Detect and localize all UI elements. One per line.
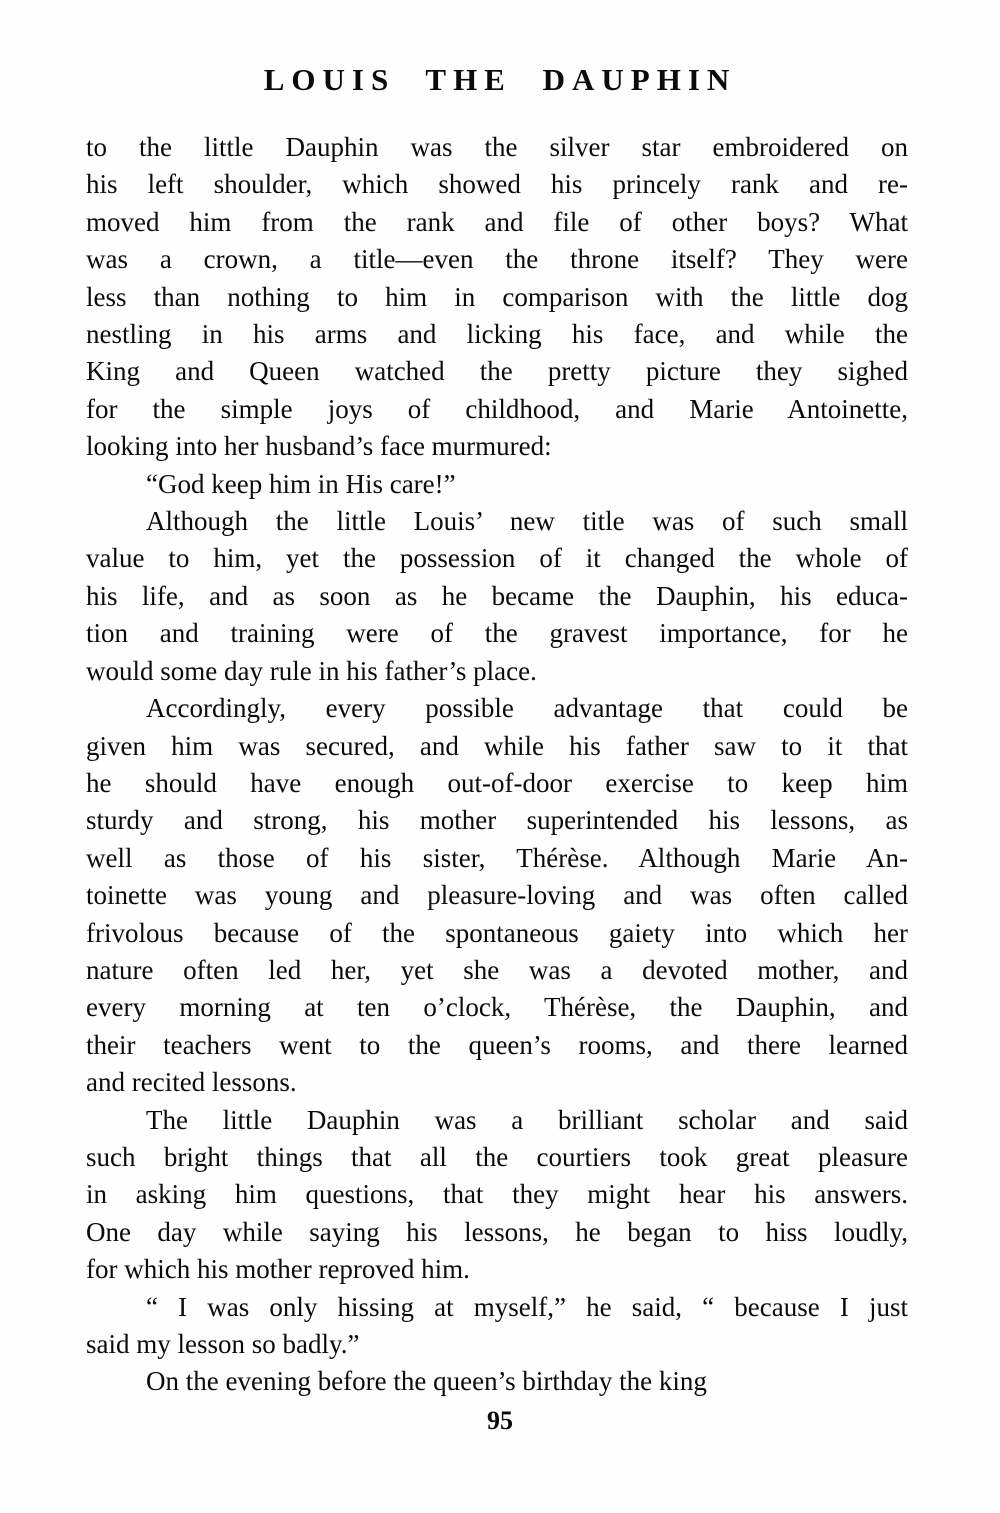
text-line: would some day rule in his father’s place. (86, 655, 537, 686)
text-line: in asking him questions, that they might hear his answers. (86, 1179, 908, 1210)
text-line: and recited lessons. (86, 1067, 297, 1098)
text-line: their teachers went to the queen’s rooms, and there learned (86, 1029, 908, 1060)
text-line: looking into her husband’s face murmured: (86, 431, 552, 462)
text-line: well as those of his sister, Thérèse. Although Marie An- (86, 842, 908, 873)
paragraph (86, 503, 908, 690)
text-line: such bright things that all the courtiers took great pleasure (86, 1141, 908, 1172)
paragraph (86, 129, 908, 466)
text-line: moved him from the rank and file of other boys? What (86, 206, 908, 237)
text-line: less than nothing to him in comparison with the little dog (86, 281, 908, 312)
text-line: value to him, yet the possession of it changed the whole of (86, 543, 908, 574)
text-line: Although the little Louis’ new title was of such small (146, 506, 908, 537)
text-line: was a crown, a title—even the throne itself? They were (86, 244, 908, 275)
text-line: given him was secured, and while his father saw to it that (86, 730, 908, 761)
text-line: every morning at ten o’clock, Thérèse, the Dauphin, and (86, 992, 908, 1023)
text-line: his left shoulder, which showed his princely rank and re- (86, 169, 908, 200)
paragraph (86, 690, 908, 1101)
paragraph (86, 1289, 908, 1364)
page-title: LOUIS THE DAUPHIN (263, 62, 737, 97)
text-line: toinette was young and pleasure-loving and was often called (86, 880, 908, 911)
text-line: One day while saying his lessons, he began to hiss loudly, (86, 1216, 908, 1247)
text-line: frivolous because of the spontaneous gaiety into which her (86, 917, 908, 948)
text-line: he should have enough out-of-door exercise to keep him (86, 767, 908, 798)
text-line: On the evening before the queen’s birthday the king (146, 1366, 707, 1397)
text-line: nestling in his arms and licking his face, and while the (86, 319, 908, 350)
text-line: King and Queen watched the pretty picture they sighed (86, 356, 908, 387)
paragraph (86, 1363, 908, 1400)
text-line: The little Dauphin was a brilliant scholar and said (146, 1104, 908, 1135)
text-block (86, 129, 908, 1401)
text-line: for the simple joys of childhood, and Marie Antoinette, (86, 393, 908, 424)
text-line: tion and training were of the gravest importance, for he (86, 618, 908, 649)
page-number: 95 (487, 1406, 513, 1435)
paragraph (86, 1102, 908, 1289)
text-line: to the little Dauphin was the silver star embroidered on (86, 132, 908, 162)
text-line: “God keep him in His care!” (146, 468, 456, 499)
text-line: his life, and as soon as he became the Dauphin, his educa- (86, 580, 908, 611)
text-line: for which his mother reproved him. (86, 1254, 470, 1285)
text-line: nature often led her, yet she was a devoted mother, and (86, 954, 908, 985)
text-line: sturdy and strong, his mother superintended his lessons, as (86, 805, 908, 836)
text-line: “ I was only hissing at myself,” he said, “ because I just (146, 1291, 908, 1322)
paragraph (86, 466, 908, 503)
text-line: said my lesson so badly.” (86, 1329, 360, 1359)
text-line: Accordingly, every possible advantage that could be (146, 693, 908, 724)
